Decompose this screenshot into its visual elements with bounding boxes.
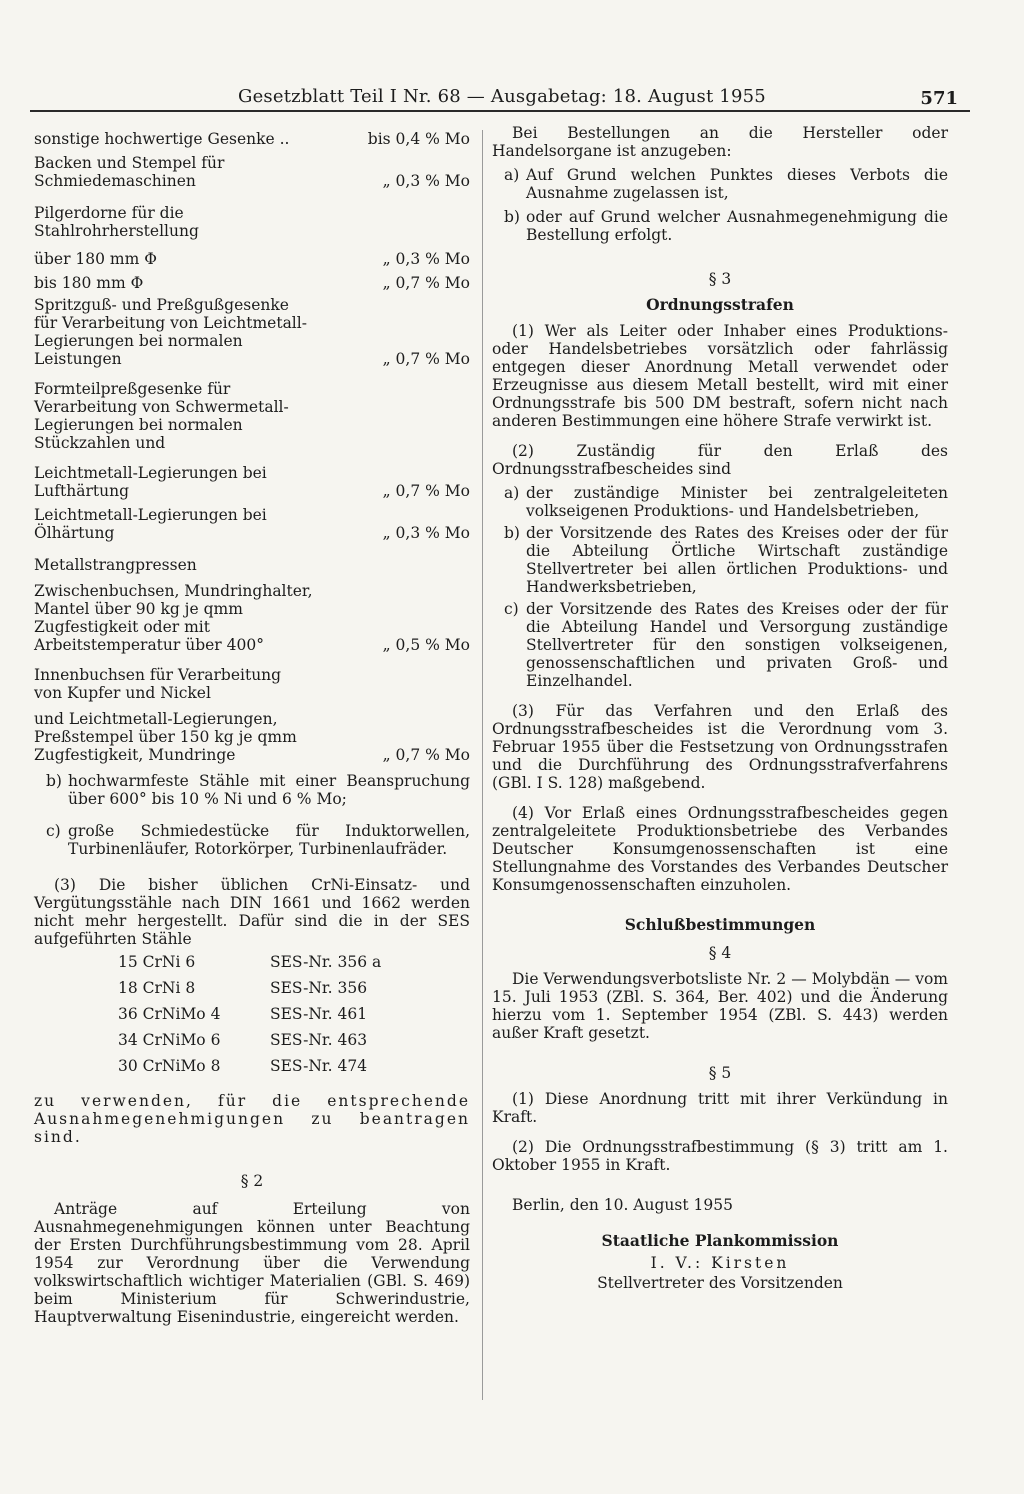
header-rule xyxy=(30,110,970,112)
list-item-value: „ 0,7 % Mo xyxy=(382,746,470,764)
section-3-item-c-text: der Vorsitzende des Rates des Kreises oder der für die Abteilung Handel und Versorgung zuständige Stellvertreter für den sonstigen volkseigenen, genossenschaftlichen und privaten Groß- und Einzelhandel. xyxy=(526,600,948,690)
order-a xyxy=(492,166,948,202)
item-b-text: hochwarmfeste Stähle mit einer Beanspruchung über 600° bis 10 % Ni und 6 % Mo; xyxy=(68,772,470,808)
table-row xyxy=(118,1002,414,1026)
list-item-value: „ 0,7 % Mo xyxy=(382,482,470,500)
section-3-item-a-label: a) xyxy=(504,484,520,502)
order-intro: Bei Bestellungen an die Hersteller oder Handelsorgane ist anzugeben: xyxy=(492,124,948,160)
authority: Staatliche Plankommission xyxy=(601,1231,839,1250)
list-item-value: „ 0,5 % Mo xyxy=(382,636,470,654)
list-item-text: und Leichtmetall-Legierungen, Preßstempel über 150 kg je qmm Zugfestigkeit, Mundringe xyxy=(34,710,297,764)
steel-name: 34 CrNiMo 6 xyxy=(118,1031,221,1049)
steel-ses-number: SES-Nr. 356 xyxy=(270,979,368,997)
list-item-text: Leichtmetall-Legierungen bei Lufthärtung xyxy=(34,464,267,500)
right-column xyxy=(492,124,948,1292)
section-3-item-c xyxy=(492,600,948,690)
section-4-heading: § 4 xyxy=(708,944,732,962)
item-c xyxy=(34,822,470,858)
section-2-text: Anträge auf Erteilung von Ausnahmegenehmigungen können unter Beachtung der Ersten Durchführungsbestimmung vom 28. April 1954 zur Verordnung über die Verwendung volkswirtschaftlich wichtiger Materialien (GBl. S. 469) beim Ministerium für Schwerindustrie, Hauptverwaltung Eisenindustrie, eingereicht werden. xyxy=(34,1200,470,1326)
list-item-text: Leichtmetall-Legierungen bei Ölhärtung xyxy=(34,506,267,542)
list-item xyxy=(34,130,470,148)
item-c-text: große Schmiedestücke für Induktorwellen, Turbinenläufer, Rotorkörper, Turbinenlaufräder. xyxy=(68,822,470,858)
final-provisions-title: Schlußbestimmungen xyxy=(624,915,816,934)
steel-ses-number: SES-Nr. 461 xyxy=(270,1005,368,1023)
list-item-value: „ 0,3 % Mo xyxy=(382,172,470,190)
list-item-text: bis 180 mm Φ xyxy=(34,274,144,292)
section-3-para-2: (2) Zuständig für den Erlaß des Ordnungsstrafbescheides sind xyxy=(492,442,948,478)
item-b xyxy=(34,772,470,808)
page-number: 571 xyxy=(920,88,958,109)
list-item xyxy=(34,250,470,268)
list-item-text: über 180 mm Φ xyxy=(34,250,157,268)
section-3-para-4: (4) Vor Erlaß eines Ordnungsstrafbescheides gegen zentralgeleitete Produktionsbetriebe des Verbandes Deutscher Konsumgenossenschaften ist eine Stellungnahme des Vorstandes des Verbandes Deutscher Konsumgenossenschaften einzuholen. xyxy=(492,804,948,894)
order-a-label: a) xyxy=(504,166,520,184)
section-3-item-b xyxy=(492,524,948,596)
item-b-label: b) xyxy=(46,772,62,790)
list-item xyxy=(34,710,470,764)
section-4-text: Die Verwendungsverbotsliste Nr. 2 — Molybdän — vom 15. Juli 1953 (ZBl. S. 364, Ber. 402) und die Änderung hierzu vom 1. September 1954 (ZBl. S. 443) werden außer Kraft gesetzt. xyxy=(492,970,948,1042)
table-row xyxy=(118,950,414,974)
section-3-item-b-label: b) xyxy=(504,524,520,542)
list-item xyxy=(34,274,470,292)
list-item xyxy=(34,556,470,574)
list-item-value: „ 0,3 % Mo xyxy=(382,524,470,542)
list-item-text: Pilgerdorne für die Stahlrohrherstellung xyxy=(34,204,199,240)
order-a-text: Auf Grund welchen Punktes dieses Verbots die Ausnahme zugelassen ist, xyxy=(526,166,948,202)
table-row xyxy=(118,1054,414,1078)
item-c-label: c) xyxy=(46,822,61,840)
steel-ses-number: SES-Nr. 463 xyxy=(270,1031,368,1049)
page-header xyxy=(30,86,970,114)
list-item-value: „ 0,7 % Mo xyxy=(382,274,470,292)
order-b-label: b) xyxy=(504,208,520,226)
list-item-value: bis 0,4 % Mo xyxy=(367,130,470,148)
order-b xyxy=(492,208,948,244)
table-row xyxy=(118,1028,414,1052)
order-b-text: oder auf Grund welcher Ausnahmegenehmigung die Bestellung erfolgt. xyxy=(526,208,948,244)
section-5-heading: § 5 xyxy=(708,1064,732,1082)
signatory-role: Stellvertreter des Vorsitzenden xyxy=(597,1274,843,1292)
section-3-item-c-label: c) xyxy=(504,600,519,618)
header-title: Gesetzblatt Teil I Nr. 68 — Ausgabetag: 18. August 1955 xyxy=(238,86,766,107)
list-item xyxy=(34,464,470,500)
list-item-text: Zwischenbuchsen, Mundringhalter, Mantel über 90 kg je qmm Zugfestigkeit oder mit Arbeitstemperatur über 400° xyxy=(34,582,313,654)
section-2-heading: § 2 xyxy=(240,1172,264,1190)
list-item xyxy=(34,666,470,702)
steel-ses-number: SES-Nr. 356 a xyxy=(270,953,382,971)
list-item xyxy=(34,380,470,452)
steel-name: 30 CrNiMo 8 xyxy=(118,1057,221,1075)
left-column xyxy=(34,124,470,1326)
list-item xyxy=(34,506,470,542)
section-3-item-a xyxy=(492,484,948,520)
list-item-text: Backen und Stempel für Schmiedemaschinen xyxy=(34,154,225,190)
place-date: Berlin, den 10. August 1955 xyxy=(512,1196,733,1214)
steel-ses-number: SES-Nr. 474 xyxy=(270,1057,368,1075)
list-item-value: „ 0,7 % Mo xyxy=(382,350,470,368)
section-3-title: Ordnungsstrafen xyxy=(646,295,794,314)
steel-name: 15 CrNi 6 xyxy=(118,953,196,971)
list-item xyxy=(34,154,470,190)
table-row xyxy=(118,976,414,1000)
list-item xyxy=(34,582,470,654)
section-3-heading: § 3 xyxy=(708,270,732,288)
list-item-text: Formteilpreßgesenke für Verarbeitung von Schwermetall-Legierungen bei normalen Stückzahlen und xyxy=(34,380,289,452)
paragraph-3: (3) Die bisher üblichen CrNi-Einsatz- und Vergütungsstähle nach DIN 1661 und 1662 werden nicht mehr hergestellt. Dafür sind die in der SES aufgeführten Stähle xyxy=(34,876,470,948)
steel-name: 36 CrNiMo 4 xyxy=(118,1005,221,1023)
steel-name: 18 CrNi 8 xyxy=(118,979,196,997)
material-list xyxy=(34,130,470,764)
paragraph-3-end: zu verwenden, für die entsprechende Ausnahmegenehmigungen zu beantragen sind. xyxy=(34,1092,470,1146)
list-item-text: sonstige hochwertige Gesenke .. xyxy=(34,130,290,148)
column-divider xyxy=(482,130,483,1400)
section-3-item-b-text: der Vorsitzende des Rates des Kreises oder der für die Abteilung Örtliche Wirtschaft zuständige Stellvertreter bei allen örtlichen Produktions- und Handwerksbetrieben, xyxy=(526,524,948,596)
signatory: I. V.: Kirsten xyxy=(650,1254,790,1272)
list-item-text: Metallstrangpressen xyxy=(34,556,197,574)
section-3-item-a-text: der zuständige Minister bei zentralgeleiteten volkseigenen Produktions- und Handelsbetrieben, xyxy=(526,484,948,520)
list-item xyxy=(34,204,470,240)
list-item-text: Innenbuchsen für Verarbeitung von Kupfer und Nickel xyxy=(34,666,282,702)
list-item-value: „ 0,3 % Mo xyxy=(382,250,470,268)
list-item xyxy=(34,296,470,368)
section-5-para-1: (1) Diese Anordnung tritt mit ihrer Verkündung in Kraft. xyxy=(492,1090,948,1126)
section-5-para-2: (2) Die Ordnungsstrafbestimmung (§ 3) tritt am 1. Oktober 1955 in Kraft. xyxy=(492,1138,948,1174)
list-item-text: Spritzguß- und Preßgußgesenke für Verarbeitung von Leichtmetall-Legierungen bei normalen Leistungen xyxy=(34,296,307,368)
steel-table xyxy=(116,948,416,1080)
section-3-para-1: (1) Wer als Leiter oder Inhaber eines Produktions- oder Handelsbetriebes vorsätzlich oder fahrlässig entgegen dieser Anordnung Metall verwendet oder Erzeugnisse aus diesem Metall bestellt, wird mit einer Ordnungsstrafe bis 500 DM bestraft, sofern nicht nach anderen Bestimmungen eine höhere Strafe verwirkt ist. xyxy=(492,322,948,430)
section-3-para-3: (3) Für das Verfahren und den Erlaß des Ordnungsstrafbescheides ist die Verordnung vom 3. Februar 1955 über die Festsetzung von Ordnungsstrafen und die Durchführung des Ordnungsstrafverfahrens (GBl. I S. 128) maßgebend. xyxy=(492,702,948,792)
